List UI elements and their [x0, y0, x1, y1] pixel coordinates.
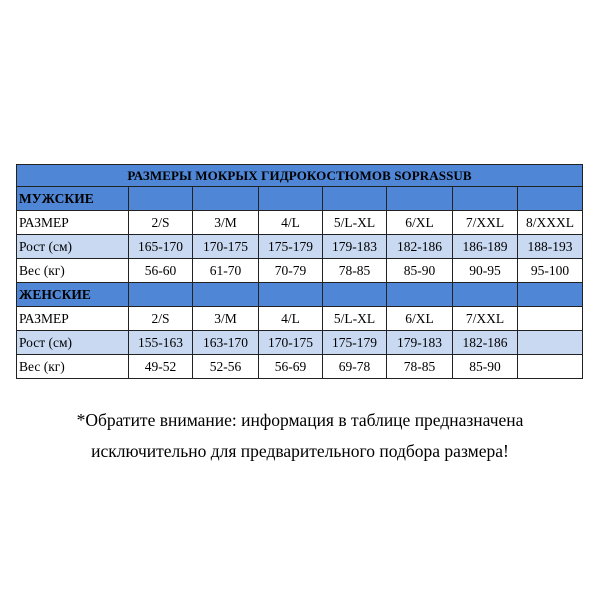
table-row	[17, 355, 583, 379]
section-row-women	[17, 283, 583, 307]
table-cell: 69-78	[323, 355, 387, 379]
table-cell: 52-56	[193, 355, 259, 379]
table-cell	[518, 355, 583, 379]
row-label: Рост (см)	[17, 235, 129, 259]
table-cell	[518, 307, 583, 331]
table-cell: 165-170	[129, 235, 193, 259]
table-cell: 6/XL	[387, 307, 453, 331]
table-cell: 95-100	[518, 259, 583, 283]
section-title-women: ЖЕНСКИЕ	[17, 283, 129, 307]
table-cell: 49-52	[129, 355, 193, 379]
table-cell: 4/L	[259, 211, 323, 235]
table-title: РАЗМЕРЫ МОКРЫХ ГИДРОКОСТЮМОВ SOPRASSUB	[17, 165, 583, 187]
section-row-men	[17, 187, 583, 211]
table-cell: 179-183	[387, 331, 453, 355]
table-cell: 7/XXL	[453, 211, 518, 235]
table-row	[17, 331, 583, 355]
table-cell: 186-189	[453, 235, 518, 259]
table-cell: 2/S	[129, 307, 193, 331]
table-row	[17, 211, 583, 235]
table-cell: 56-60	[129, 259, 193, 283]
table-cell: 85-90	[387, 259, 453, 283]
table-cell: 78-85	[323, 259, 387, 283]
row-label: РАЗМЕР	[17, 211, 129, 235]
row-label: Рост (см)	[17, 331, 129, 355]
table-cell: 179-183	[323, 235, 387, 259]
table-cell: 3/M	[193, 211, 259, 235]
table-row	[17, 307, 583, 331]
table-row	[17, 235, 583, 259]
table-cell: 175-179	[323, 331, 387, 355]
table-cell: 78-85	[387, 355, 453, 379]
table-cell: 3/M	[193, 307, 259, 331]
table-cell: 182-186	[453, 331, 518, 355]
size-chart	[16, 164, 582, 379]
table-cell: 5/L-XL	[323, 211, 387, 235]
table-cell: 155-163	[129, 331, 193, 355]
table-cell: 8/XXXL	[518, 211, 583, 235]
table-cell: 2/S	[129, 211, 193, 235]
table-cell: 56-69	[259, 355, 323, 379]
table-cell: 6/XL	[387, 211, 453, 235]
size-table	[16, 164, 583, 379]
table-cell: 175-179	[259, 235, 323, 259]
table-cell: 182-186	[387, 235, 453, 259]
table-cell: 170-175	[259, 331, 323, 355]
table-cell: 7/XXL	[453, 307, 518, 331]
table-cell: 4/L	[259, 307, 323, 331]
table-cell	[518, 331, 583, 355]
table-cell: 90-95	[453, 259, 518, 283]
row-label: РАЗМЕР	[17, 307, 129, 331]
table-cell: 5/L-XL	[323, 307, 387, 331]
table-cell: 70-79	[259, 259, 323, 283]
section-title-men: МУЖСКИЕ	[17, 187, 129, 211]
table-cell: 170-175	[193, 235, 259, 259]
table-cell: 85-90	[453, 355, 518, 379]
table-cell: 61-70	[193, 259, 259, 283]
note-line-1: *Обратите внимание: информация в таблице предназначена	[76, 410, 524, 430]
disclaimer-note	[0, 405, 600, 467]
table-cell: 188-193	[518, 235, 583, 259]
table-row	[17, 259, 583, 283]
row-label: Вес (кг)	[17, 355, 129, 379]
table-title-row	[17, 165, 583, 187]
table-cell: 163-170	[193, 331, 259, 355]
note-line-2: исключительно для предварительного подбора размера!	[91, 441, 509, 461]
row-label: Вес (кг)	[17, 259, 129, 283]
